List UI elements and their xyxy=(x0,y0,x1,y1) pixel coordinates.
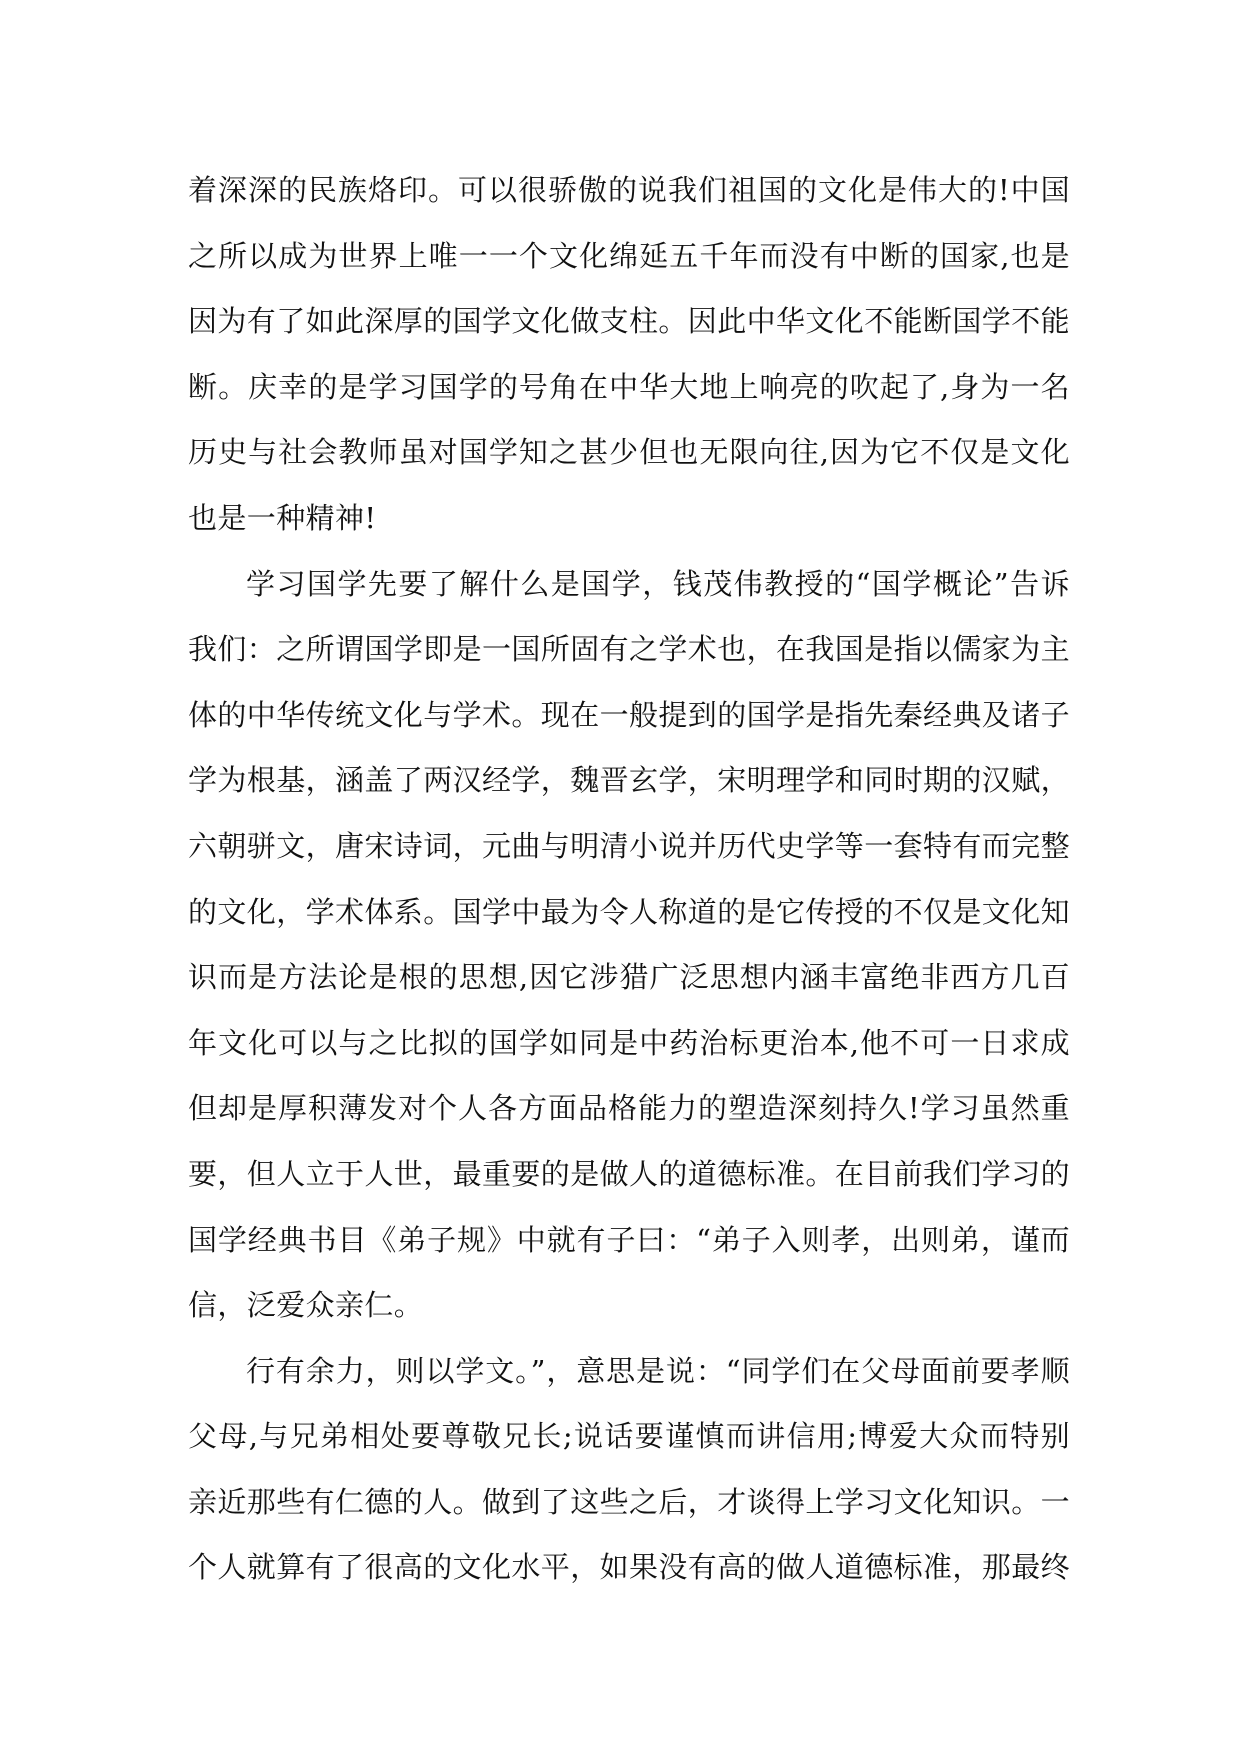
body-text xyxy=(188,158,1070,1601)
paragraph-3: 行有余力，则以学文。”，意思是说：“同学们在父母面前要孝顺父母,与兄弟相处要尊敬兄长;说话要谨慎而讲信用;博爱大众而特别亲近那些有仁德的人。做到了这些之后，才谈得上学习文化知识。一个人就算有了很高的文化水平，如果没有高的做人道德标准，那最终 xyxy=(188,1353,1071,1585)
paragraph-2: 学习国学先要了解什么是国学，钱茂伟教授的“国学概论”告诉我们：之所谓国学即是一国所固有之学术也，在我国是指以儒家为主体的中华传统文化与学术。现在一般提到的国学是指先秦经典及诸子学为根基，涵盖了两汉经学，魏晋玄学，宋明理学和同时期的汉赋，六朝骈文，唐宋诗词，元曲与明清小说并历代史学等一套特有而完整的文化，学术体系。国学中最为令人称道的是它传授的不仅是文化知识而是方法论是根的思想,因它涉猎广泛思想内涵丰富绝非西方几百年文化可以与之比拟的国学如同是中药治标更治本,他不可一日求成但却是厚积薄发对个人各方面品格能力的塑造深刻持久!学习虽然重要，但人立于人世，最重要的是做人的道德标准。在目前我们学习的国学经典书目《弟子规》中就有子曰：“弟子入则孝，出则弟，谨而信，泛爱众亲仁。 xyxy=(188,566,1071,1323)
paragraph-1: 着深深的民族烙印。可以很骄傲的说我们祖国的文化是伟大的!中国之所以成为世界上唯一一个文化绵延五千年而没有中断的国家,也是因为有了如此深厚的国学文化做支柱。因此中华文化不能断国学不能断。庆幸的是学习国学的号角在中华大地上响亮的吹起了,身为一名历史与社会教师虽对国学知之甚少但也无限向往,因为它不仅是文化也是一种精神! xyxy=(188,173,1071,535)
